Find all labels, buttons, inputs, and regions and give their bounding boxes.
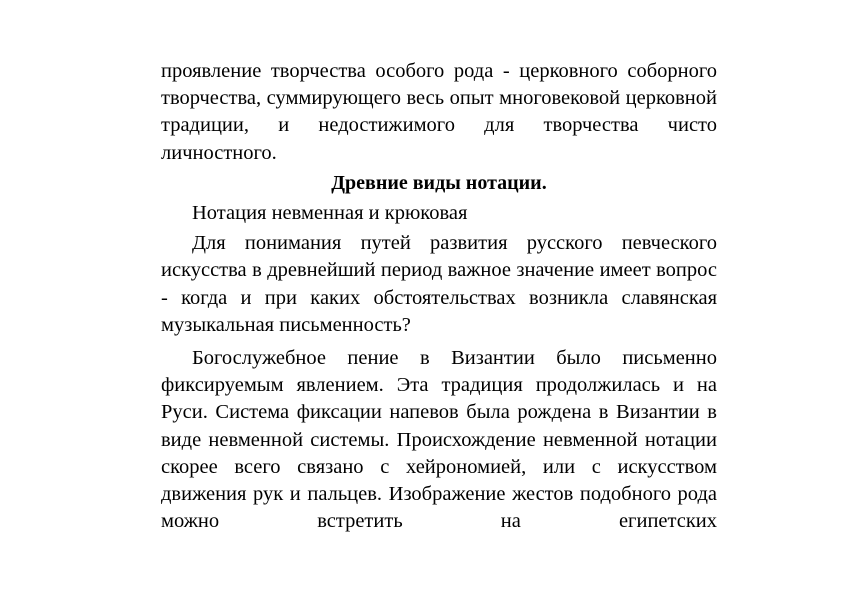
section-heading: Древние виды нотации.	[331, 171, 547, 194]
paragraph-notation-question: Для понимания путей развития русского певческого искусства в древнейший период важное значение имеет вопрос - когда и при каких обстоятельствах возникла славянская музыкальная письменность?	[161, 232, 717, 336]
section-subheading: Нотация невменная и крюковая	[192, 202, 468, 225]
paragraph-continuation: проявление творчества особого рода - церковного соборного творчества, суммирующего весь опыт многовековой церковной традиции, и недостижимого для творчества чисто личностного.	[161, 60, 717, 164]
paragraph-byzantine-chant: Богослужебное пение в Византии было письменно фиксируемым явлением. Эта традиция продолжилась и на Руси. Система фиксации напевов была рождена в Византии в виде невменной системы. Происхождение невменной нотации скорее всего связано с хейрономией, или с искусством движения рук и пальцев. Изображение жестов подобного рода можно встретить на египетских	[161, 347, 717, 533]
document-page	[161, 58, 717, 535]
